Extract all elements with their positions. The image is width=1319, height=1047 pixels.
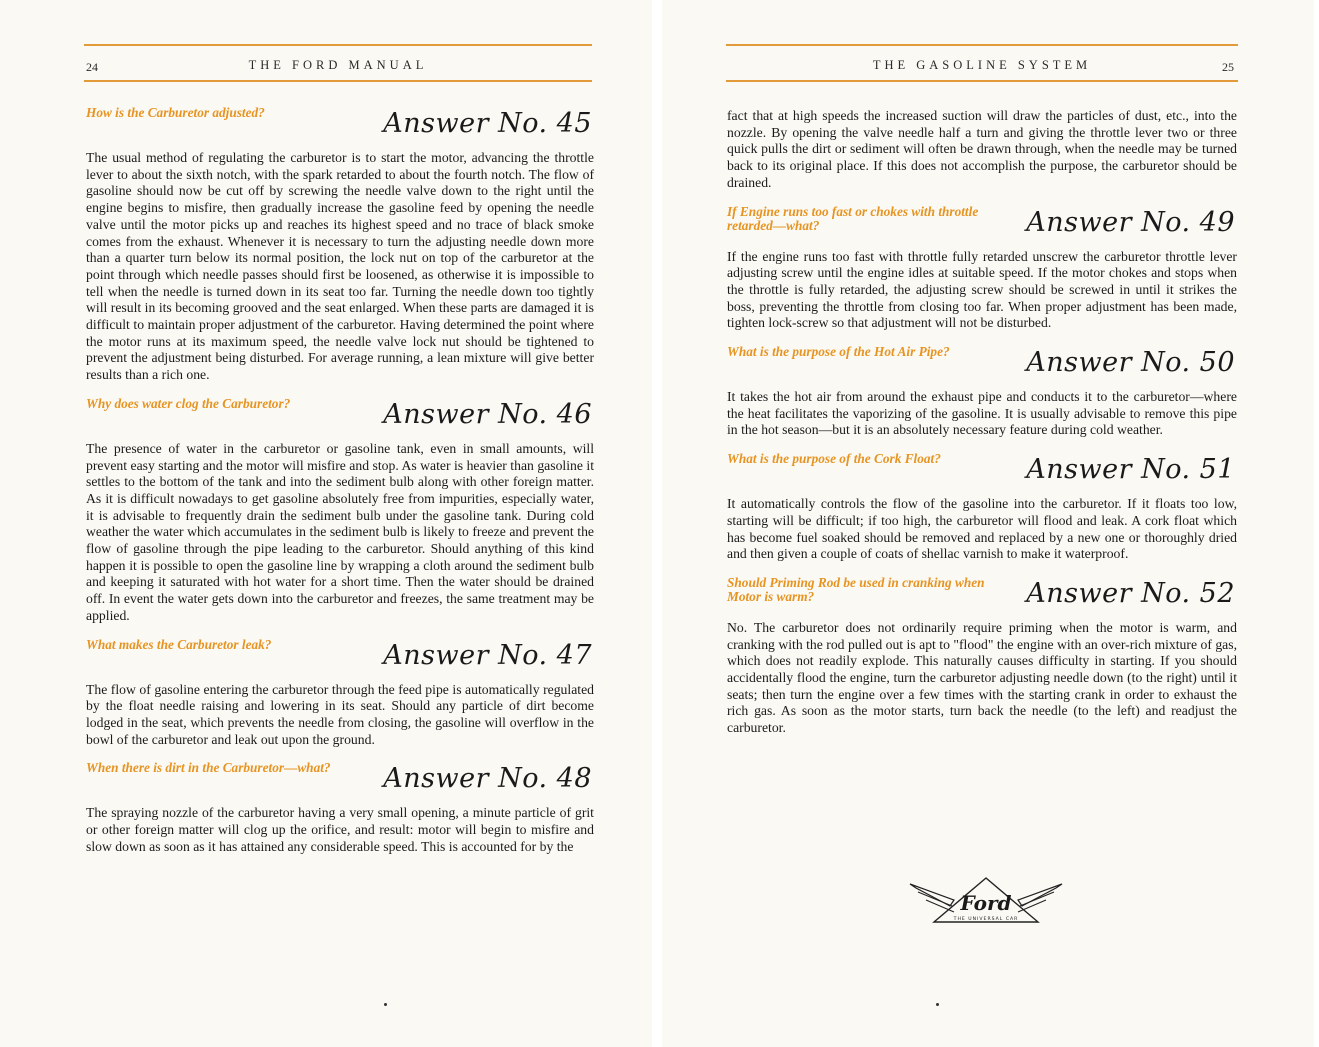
answer-label: Answer No. 45 <box>383 108 592 139</box>
running-header <box>84 44 592 82</box>
qa-block <box>86 104 594 384</box>
qa-heading <box>86 395 594 441</box>
left-page <box>0 0 652 1047</box>
answer-text: The flow of gasoline entering the carburetor through the feed pipe is automatically regulated by the float needle raising and lowering in its seat. Should any particle of dirt become lodged in the seat, which prevents the needle from closing, the gasoline will overflow in the bowl of the carburetor and leak out upon the ground. <box>86 681 594 747</box>
answer-text: The spraying nozzle of the carburetor having a very small opening, a minute particle of grit or other foreign matter will clog up the orifice, and result: motor will begin to misfire and slow down as soon as it has attained any considerable speed. This is accounted for by the <box>86 805 594 854</box>
question: What is the purpose of the Cork Float? <box>727 451 941 467</box>
page-number: 25 <box>1222 60 1234 74</box>
continued-text: fact that at high speeds the increased suction will draw the particles of dust, etc., into the nozzle. By opening the valve needle half a turn and giving the throttle lever two or three quick pulls the dirt or sediment will often be drawn through, when the needle may be turned back to its original place. If this does not accomplish the purpose, the carburetor should be drained. <box>727 108 1237 190</box>
answer-text: No. The carburetor does not ordinarily require priming when the motor is warm, and cranking with the rod pulled out is apt to "flood" the engine with an over-rich mixture of gas, which does not readily explode. This naturally causes difficulty in starting. If you should accidentally flood the engine, turn the carburetor adjusting needle down (to the right) until it seats; then turn the engine over a few times with the starting crank in order to exhaust the rich gas. As soon as the motor starts, turn back the needle (to the left) and readjust the carburetor. <box>727 619 1237 736</box>
logo-tagline: THE UNIVERSAL CAR <box>953 917 1019 922</box>
answer-label: Answer No. 46 <box>383 398 592 430</box>
ford-universal-car-logo <box>906 874 1066 938</box>
qa-heading <box>86 104 594 150</box>
question: If Engine runs too fast or chokes with throttle retarded—what? <box>727 203 979 234</box>
answer-label: Answer No. 51 <box>1026 454 1235 486</box>
answer-text: If the engine runs too fast with throttle fully retarded unscrew the carburetor throttle lever adjusting screw until the engine idles at suitable speed. If the motor chokes and stops when the throttle is fully retarded, the adjusting screw should be screwed in until it strikes the boss, preventing the throttle from closing too far. When proper adjustment has been made, tighten lock-screw so that adjustment will not be disturbed. <box>727 248 1237 331</box>
page-content <box>86 104 594 856</box>
qa-heading <box>727 574 1237 620</box>
page-dot <box>936 1003 939 1006</box>
right-page <box>662 0 1314 1047</box>
answer-label: Answer No. 49 <box>1026 206 1235 238</box>
answer-text: The presence of water in the carburetor or gasoline tank, even in small amounts, will prevent easy starting and the motor will misfire and stop. As water is heavier than gasoline it settles to the bottom of the tank and into the sediment bulb along with other foreign matter. As it is difficult nowadays to get gasoline absolutely free from impurities, especially water, it is advisable to frequently drain the sediment bulb under the gasoline tank. During cold weather the water which accumulates in the sediment bulb is likely to freeze and prevent the flow of gasoline through the pipe leading to the carburetor. Should anything of this kind happen it is possible to open the gasoline line by wrapping a cloth around the sediment bulb and keeping it saturated with hot water for a short time. Then the water should be drained off. In event the water gets down into the carburetor and freezes, the same treatment may be applied. <box>86 440 594 623</box>
question: When there is dirt in the Carburetor—what? <box>86 760 331 776</box>
qa-heading <box>86 759 594 805</box>
logo-wordmark: Ford <box>960 891 1012 915</box>
qa-block <box>727 203 1237 333</box>
qa-block <box>727 450 1237 563</box>
question: What makes the Carburetor leak? <box>86 636 272 652</box>
question: Why does water clog the Carburetor? <box>86 395 291 411</box>
question: What is the purpose of the Hot Air Pipe? <box>727 344 950 360</box>
question: Should Priming Rod be used in cranking when Motor is warm? <box>727 574 985 605</box>
running-title: THE FORD MANUAL <box>248 58 428 72</box>
answer-text: It automatically controls the flow of the gasoline into the carburetor. If it floats too low, starting will be difficult; if too high, the carburetor will flood and leak. A cork float which has become fuel soaked should be removed and replaced by a new one or thoroughly dried and then given a couple of coats of shellac varnish to make it waterproof. <box>727 496 1237 562</box>
page-dot <box>384 1003 387 1006</box>
answer-label: Answer No. 47 <box>383 639 592 671</box>
qa-block <box>86 759 594 855</box>
qa-block <box>727 343 1237 439</box>
qa-block <box>86 636 594 749</box>
page-number: 24 <box>86 60 98 74</box>
qa-heading <box>727 203 1237 249</box>
answer-label: Answer No. 52 <box>1026 577 1235 609</box>
qa-block <box>727 574 1237 737</box>
answer-label: Answer No. 48 <box>383 763 592 795</box>
answer-label: Answer No. 50 <box>1026 347 1235 379</box>
qa-heading <box>727 343 1237 389</box>
page-content <box>727 108 1237 737</box>
running-header <box>726 44 1238 82</box>
qa-heading <box>727 450 1237 496</box>
answer-text: It takes the hot air from around the exhaust pipe and conducts it to the carburetor—where the heat facilitates the vaporizing of the gasoline. It is usually advisable to remove this pipe in the hot season—but it is an absolutely necessary feature during cold weather. <box>727 389 1237 438</box>
qa-block <box>86 395 594 625</box>
qa-heading <box>86 636 594 682</box>
running-title: THE GASOLINE SYSTEM <box>872 58 1092 72</box>
answer-text: The usual method of regulating the carburetor is to start the motor, advancing the throttle lever to about the sixth notch, with the spark retarded to about the fourth notch. The flow of gasoline should now be cut off by screwing the needle valve down to the right until the engine begins to misfire, then gradually increase the gasoline feed by opening the needle valve until the motor picks up and reaches its highest speed and no trace of black smoke comes from the exhaust. Whenever it is necessary to turn the adjusting needle down more than a quarter turn below its normal position, the lock nut on top of the carburetor at the point through which needle passes should first be loosened, as otherwise it is impossible to tell when the needle is turned down in its seat too far. Turning the needle down too tightly will result in its becoming grooved and the seat enlarged. When these parts are damaged it is difficult to maintain proper adjustment of the carburetor. Having determined the point where the motor runs at its maximum speed, the needle valve lock nut should be tightened to prevent the adjustment being disturbed. For average running, a lean mixture will give better results than a rich one. <box>86 150 594 383</box>
question: How is the Carburetor adjusted? <box>86 105 265 120</box>
